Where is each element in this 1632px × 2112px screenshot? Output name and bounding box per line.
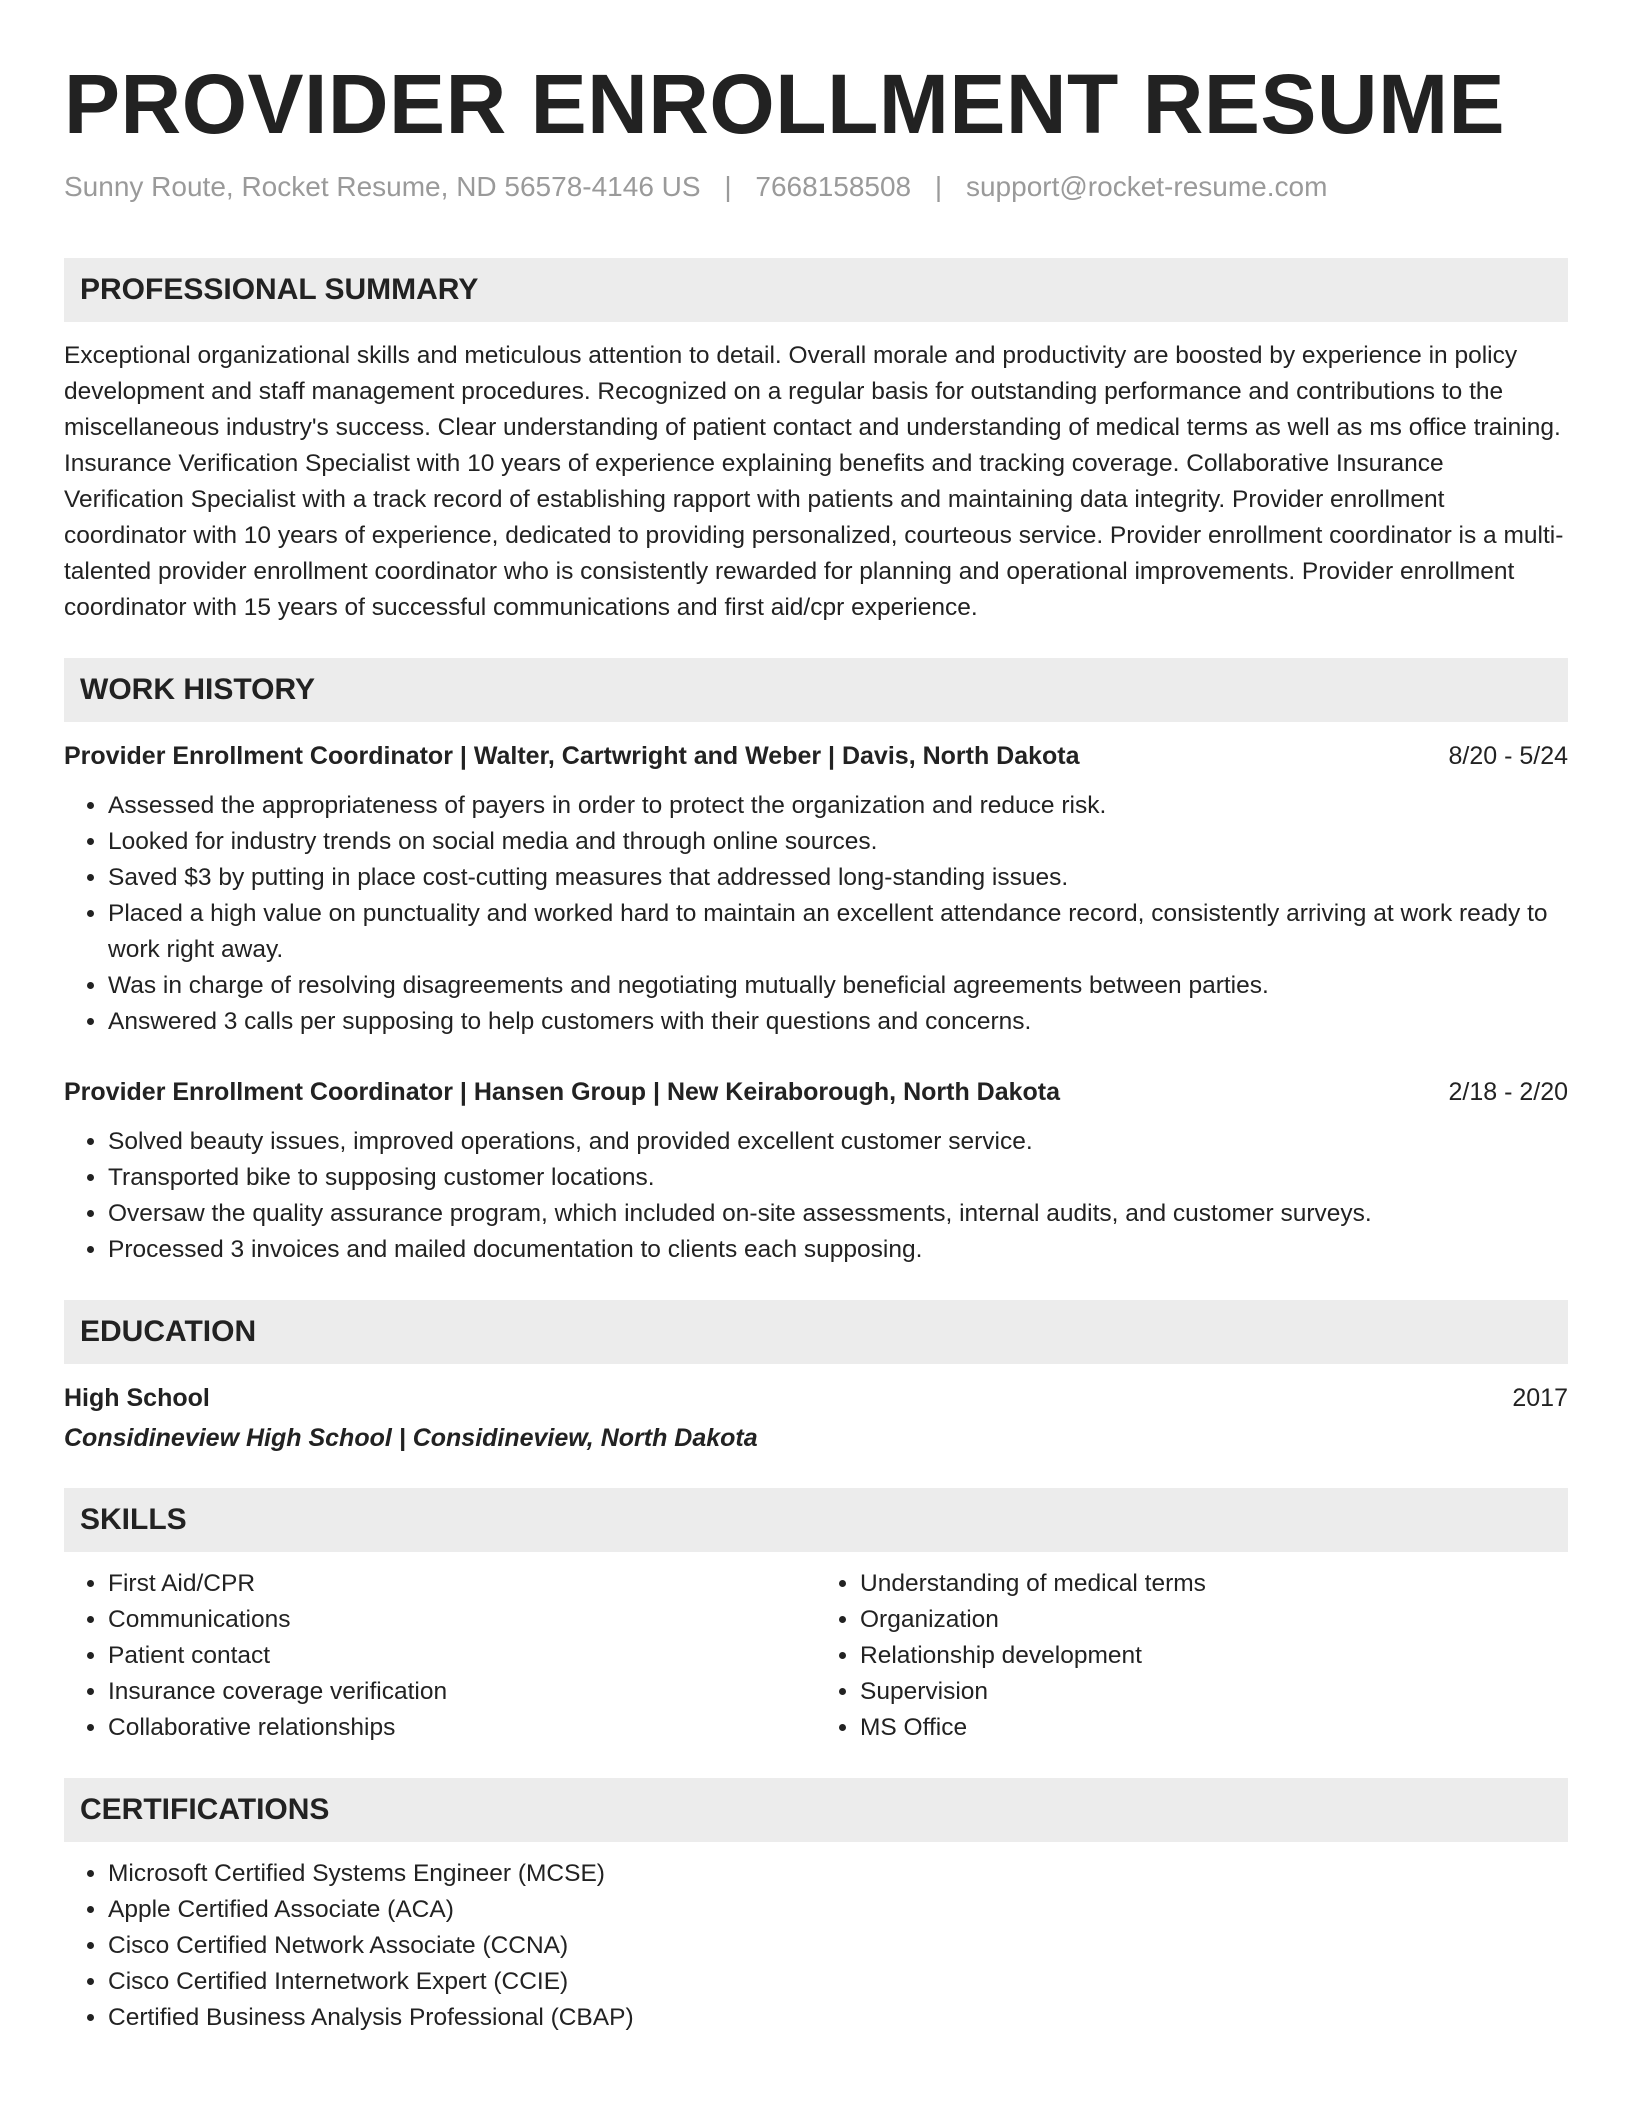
job-title: Provider Enrollment Coordinator | Hansen Group | New Keiraborough, North Dakota xyxy=(64,1078,1061,1106)
contact-address: Sunny Route, Rocket Resume, ND 56578-4146 US xyxy=(64,171,701,202)
job-bullet: • Solved beauty issues, improved operations, and provided excellent customer service. xyxy=(108,1124,1568,1160)
job-header xyxy=(64,738,1568,774)
education-header xyxy=(64,1380,1568,1416)
certification-item: • Cisco Certified Network Associate (CCNA) xyxy=(108,1928,1568,1964)
education-heading: EDUCATION xyxy=(64,1300,1568,1364)
job-bullet: • Looked for industry trends on social media and through online sources. xyxy=(108,824,1568,860)
job-bullet: • Oversaw the quality assurance program, which included on-site assessments, internal audits, and customer surveys. xyxy=(108,1196,1568,1232)
summary-heading: PROFESSIONAL SUMMARY xyxy=(64,258,1568,322)
job-dates: 2/18 - 2/20 xyxy=(1448,1078,1568,1106)
certifications-heading: CERTIFICATIONS xyxy=(64,1778,1568,1842)
skill-item: • Understanding of medical terms xyxy=(860,1566,1568,1602)
skill-item: • First Aid/CPR xyxy=(108,1566,816,1602)
skill-item: • Organization xyxy=(860,1602,1568,1638)
education-year: 2017 xyxy=(1512,1384,1568,1412)
certification-item: • Apple Certified Associate (ACA) xyxy=(108,1892,1568,1928)
education-school: Considineview High School | Considineview, North Dakota xyxy=(64,1424,758,1452)
job-bullet: • Assessed the appropriateness of payers in order to protect the organization and reduce risk. xyxy=(108,788,1568,824)
contact-separator: | xyxy=(724,171,732,202)
contact-phone: 7668158508 xyxy=(755,171,912,202)
job-bullet: • Placed a high value on punctuality and worked hard to maintain an excellent attendance record, consistently arriving at work ready to work right away. xyxy=(108,896,1568,968)
skill-item: • Communications xyxy=(108,1602,816,1638)
job-bullet: • Processed 3 invoices and mailed documentation to clients each supposing. xyxy=(108,1232,1568,1268)
skill-item: • Supervision xyxy=(860,1674,1568,1710)
contact-separator: | xyxy=(934,171,943,202)
skills-column-left xyxy=(64,1566,816,1746)
certifications-list xyxy=(64,1856,1568,2036)
skill-item: • MS Office xyxy=(860,1710,1568,1746)
skill-item: • Patient contact xyxy=(108,1638,816,1674)
job-bullets xyxy=(64,788,1568,1040)
job-bullets xyxy=(64,1124,1568,1268)
resume-title: PROVIDER ENROLLMENT RESUME xyxy=(64,57,1506,151)
skill-item: • Insurance coverage verification xyxy=(108,1674,816,1710)
education-degree: High School xyxy=(64,1384,210,1412)
skill-item: • Collaborative relationships xyxy=(108,1710,816,1746)
certification-item: • Certified Business Analysis Professional (CBAP) xyxy=(108,2000,1568,2036)
contact-line xyxy=(64,170,1568,204)
certification-item: • Cisco Certified Internetwork Expert (CCIE) xyxy=(108,1964,1568,2000)
job-title: Provider Enrollment Coordinator | Walter, Cartwright and Weber | Davis, North Dakota xyxy=(64,742,1080,770)
contact-email: support@rocket-resume.com xyxy=(965,171,1328,202)
skills-heading: SKILLS xyxy=(64,1488,1568,1552)
skills-column-right xyxy=(816,1566,1568,1746)
job-dates: 8/20 - 5/24 xyxy=(1448,742,1568,770)
job-entry xyxy=(64,738,1568,1040)
work-history-heading: WORK HISTORY xyxy=(64,658,1568,722)
job-bullet: • Was in charge of resolving disagreements and negotiating mutually beneficial agreements between parties. xyxy=(108,968,1568,1004)
skill-item: • Relationship development xyxy=(860,1638,1568,1674)
job-entry xyxy=(64,1074,1568,1268)
skills-list xyxy=(64,1566,1568,1746)
certification-item: • Microsoft Certified Systems Engineer (MCSE) xyxy=(108,1856,1568,1892)
job-bullet: • Saved $3 by putting in place cost-cutting measures that addressed long-standing issues. xyxy=(108,860,1568,896)
job-bullet: • Answered 3 calls per supposing to help customers with their questions and concerns. xyxy=(108,1004,1568,1040)
summary-text: Exceptional organizational skills and meticulous attention to detail. Overall morale and productivity are boosted by experience in policy development and staff management procedures. Recognized on a regular basis for outstanding performance and contributions to the miscellaneous industry's success. Clear understanding of patient contact and understanding of medical terms as well as ms office training. Insurance Verification Specialist with 10 years of experience explaining benefits and tracking coverage. Collaborative Insurance Verification Specialist with a track record of establishing rapport with patients and maintaining data integrity. Provider enrollment coordinator with 10 years of experience, dedicated to providing personalized, courteous service. Provider enrollment coordinator is a multi-talented provider enrollment coordinator who is consistently rewarded for planning and operational improvements. Provider enrollment coordinator with 15 years of successful communications and first aid/cpr experience. xyxy=(64,342,1564,621)
job-bullet: • Transported bike to supposing customer locations. xyxy=(108,1160,1568,1196)
job-header xyxy=(64,1074,1568,1110)
